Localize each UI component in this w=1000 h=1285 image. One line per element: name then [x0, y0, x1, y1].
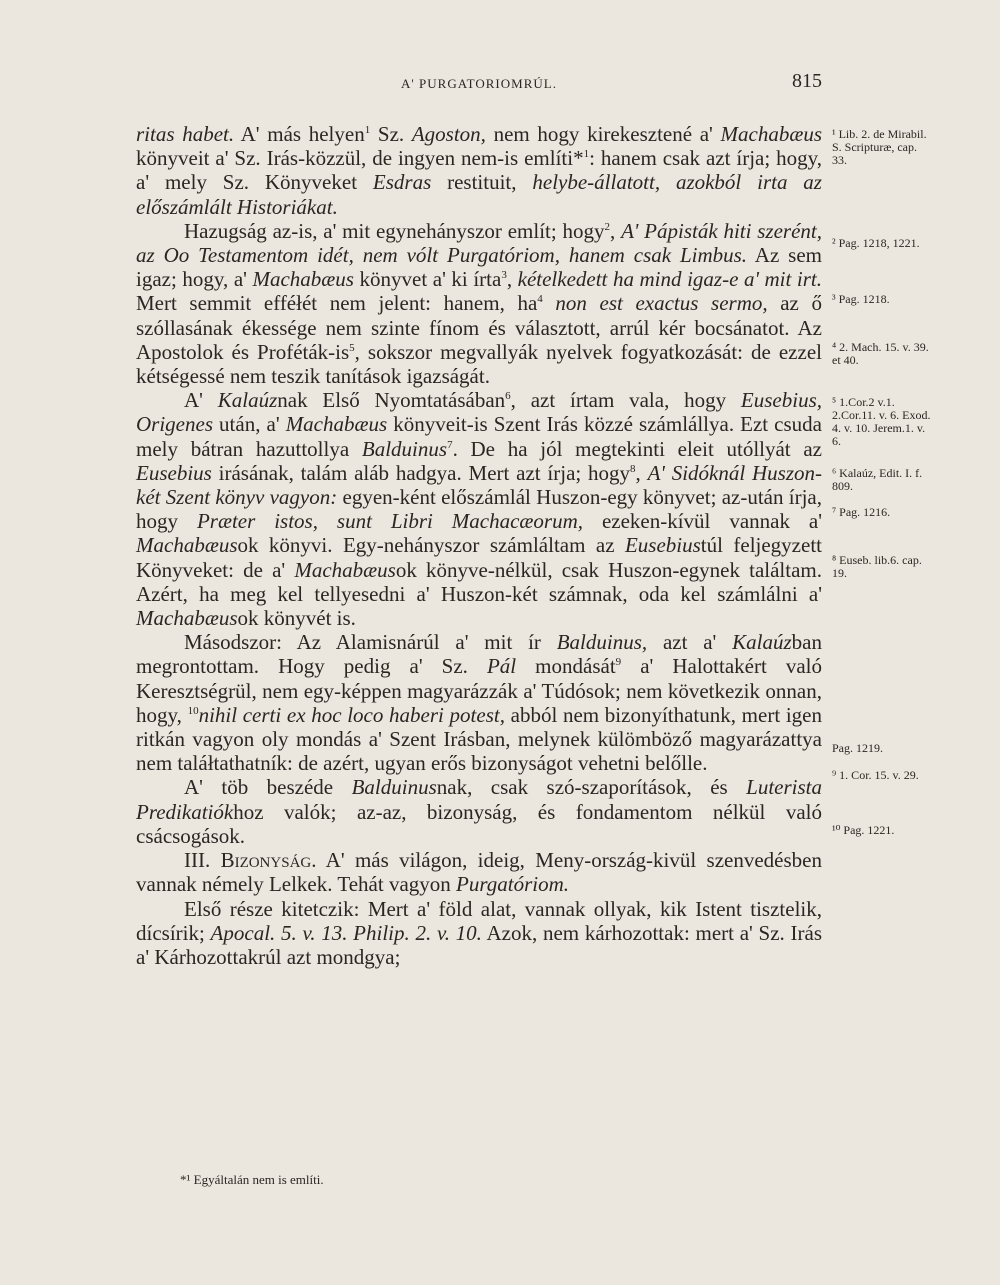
text-run: Machabæus [136, 606, 238, 631]
text-run: abból nem bizonyíthatunk, mert igen ritkán vagyon oly mondás a' Szent Irásban, melynek külömböző magyarázattya nem taláłtathatník: de azért, ugyan erős bizonyságot vehetni belőlle. [136, 702, 822, 776]
margin-note: ⁹ 1. Cor. 15. v. 29. [832, 768, 919, 782]
text-run: nem hogy kirekesztené a' [485, 122, 721, 146]
text-run: Machabæus [294, 557, 396, 582]
text-run: Balduinus [351, 775, 437, 800]
note-reference: 9 [615, 656, 622, 669]
text-run: ban megrontottam. Hogy pedig a' Sz. [136, 630, 822, 679]
note-reference: 1 [364, 124, 371, 136]
text-run: ritas habet. [136, 122, 235, 146]
text-run: egyen-ként előszámlál Huszon-egy könyvet; az-után írja, hogy [136, 485, 822, 534]
text-run: , [506, 267, 518, 292]
text-run: ok könyvét is. [237, 606, 356, 631]
text-run: Hazugság az-is, a' mit egynehányszor említ; hogy [184, 218, 605, 243]
note-reference: 2 [604, 220, 611, 233]
page-number: 815 [792, 70, 822, 92]
paragraph [136, 122, 822, 219]
note-reference: 4 [537, 293, 543, 306]
text-run [543, 291, 556, 315]
text-run: Machabæus [285, 412, 388, 437]
text-run: Machabæus [252, 267, 354, 292]
text-run: Purgatóriom. [456, 872, 570, 897]
margin-note: ¹⁰ Pag. 1221. [832, 823, 895, 837]
margin-note: ⁸ Euseb. lib.6. cap. 19. [832, 553, 922, 580]
footnote: *¹ Egyáltalán nem is említi. [180, 1172, 324, 1187]
text-run: ok könyve-nélkül, csak Huszon-egynek találtam. Azért, ha meg kel tellyesedni a' Huszon-két számnak, oda kel számlálni a' [136, 557, 823, 606]
text-run: Bizonyság. [220, 848, 317, 873]
note-reference: 3 [501, 269, 507, 282]
text-run: Pál [486, 654, 517, 679]
text-run: Esdras [372, 170, 432, 195]
text-run: azt a' [647, 630, 733, 655]
note-reference: 8 [630, 462, 636, 475]
text-run: Sz. [370, 122, 412, 146]
text-run: Első része kitetczik: Mert a' föld alat, vannak ollyak, kik Istent tisztelik, dícsírik; [136, 896, 822, 945]
paragraph [136, 388, 822, 630]
note-reference: 5 [349, 341, 355, 354]
note-reference: 7 [447, 438, 453, 451]
text-run: Eusebius [136, 460, 212, 485]
text-run: ezeken-kívül vannak a' [583, 509, 822, 534]
text-run: Luterista Predikatiók [136, 775, 822, 824]
text-run: A' más helyen [234, 122, 365, 146]
text-run: Azok, nem kárhozottak: mert a' Sz. Irás a' Kárhozottakrúl azt mondgya; [136, 920, 822, 969]
text-run: Másodszor: Az Alamisnárúl a' mit ír [184, 630, 557, 655]
margin-note: ⁴ 2. Mach. 15. v. 39. et 40. [832, 340, 929, 367]
text-run: , [610, 218, 622, 243]
text-run: nak, csak szó-szaporítások, és [436, 775, 747, 800]
paragraph [136, 219, 822, 388]
text-run: kételkedett ha mind igaz-e a' mit irt. [517, 267, 822, 292]
margin-note: ² Pag. 1218, 1221. [832, 236, 920, 250]
text-run: A' Pápisták hiti szerént, az Oo Testamentom idét, nem vólt Purgatóriom, hanem csak Limbus. [136, 218, 822, 268]
text-run: a' Halottakért való Keresztségrül, nem egy-képpen magyarázzák a' Túdósok; nem következik onnan, hogy, [136, 654, 823, 727]
text-run: , azt írtam vala, hogy [510, 388, 741, 413]
text-run: A' [184, 388, 218, 413]
text-run: A' töb beszéde [184, 775, 352, 800]
text-run: : hanem csak azt írja; hogy, a' mely Sz. Könyveket [136, 146, 822, 195]
text-run: Mert semmit efféłét nem jelent: hanem, ha [136, 291, 538, 316]
note-reference: 1 [583, 148, 590, 161]
note-reference: 6 [505, 390, 511, 403]
text-run: nihil certi ex hoc loco haberi potest, [198, 702, 505, 727]
text-run: III. [184, 848, 221, 873]
paragraph [136, 848, 822, 896]
text-run: , [635, 460, 648, 485]
text-run: restituit, [431, 170, 533, 195]
paragraph [136, 630, 822, 775]
paragraph [136, 897, 822, 970]
text-run: Kalaúz [217, 388, 278, 413]
text-run: Az sem igaz; hogy, a' [136, 243, 823, 292]
margin-note: ⁶ Kalaúz, Edit. I. f. 809. [832, 466, 923, 493]
text-run: mondását [516, 654, 616, 679]
text-run: túl feljegyzett Könyveket: de a' [136, 533, 822, 582]
text-run: Balduinus [361, 436, 448, 461]
text-run: helybe-állatott, azokból irta az előszámlált Historiákat. [136, 170, 822, 219]
text-run: Apocal. 5. v. 13. Philip. 2. v. 10. [210, 920, 482, 945]
text-run: Kalaúz [732, 630, 792, 655]
text-run: A' más világon, ideig, Meny-ország-kivül szenvedésben vannak némely Lelkek. Tehát vagyon [136, 848, 822, 897]
text-run: az ő szóllasának ékessége nem szinte fínom és választott, arrúl kér bocsánatot. Az Apostolok és Proféták-is [136, 291, 822, 364]
text-run: non est exactus sermo, [555, 291, 768, 316]
text-run: Eusebius [624, 533, 701, 558]
text-run: A' Sidóknál Huszon-két Szent könyv vagyon: [136, 460, 822, 510]
text-run: Agoston, [411, 122, 486, 146]
running-head: A' PURGATORIOMRÚL. [401, 76, 557, 91]
text-run: , sokszor megvallyák nyelvek fogyatkozását: de ezzel kétségessé nem teszik tanítások igazságát. [136, 339, 822, 389]
text-run: könyveit-is Szent Irás közzé számlállya. Ezt csuda mely bátran hazuttollya [136, 412, 822, 461]
text-run: után, a' [213, 412, 286, 437]
text-run: Præter istos, sunt Libri Machacæorum, [196, 509, 584, 534]
text-run: Eusebius, Origenes [136, 388, 822, 437]
text-run: hoz valók; az-az, bizonyság, és fondamentom nélkül való csácsogások. [136, 799, 822, 848]
margin-note: Pag. 1219. [832, 741, 883, 755]
text-run: Machabæus [136, 533, 238, 558]
paragraph [136, 775, 822, 848]
text-run: . De ha jól megtekinti eleit utóllyát az [452, 436, 822, 461]
text-run: ok könyvi. Egy-nehányszor számláltam az [237, 533, 625, 558]
text-run: könyveit a' Sz. Irás-közzül, de ingyen nem-is említi* [136, 146, 584, 171]
text-run: Balduinus, [556, 630, 648, 655]
text-run: nak Első Nyomtatásában [277, 388, 506, 413]
text-run: könyvet a' ki írta [353, 267, 502, 292]
margin-note: ⁵ 1.Cor.2 v.1. 2.Cor.11. v. 6. Exod. 4. v. 10. Jerem.1. v. 6. [832, 395, 931, 448]
note-reference: 10 [187, 704, 199, 717]
text-run: Machabæus [720, 122, 822, 146]
main-text [136, 122, 822, 969]
text-run: irásának, talám aláb hadgya. Mert azt írja; hogy [211, 460, 631, 485]
page-header [136, 70, 822, 96]
margin-note: ¹ Lib. 2. de Mirabil. S. Scripturæ, cap. 33. [832, 127, 927, 167]
margin-note: ⁷ Pag. 1216. [832, 505, 891, 519]
margin-note: ³ Pag. 1218. [832, 292, 890, 306]
